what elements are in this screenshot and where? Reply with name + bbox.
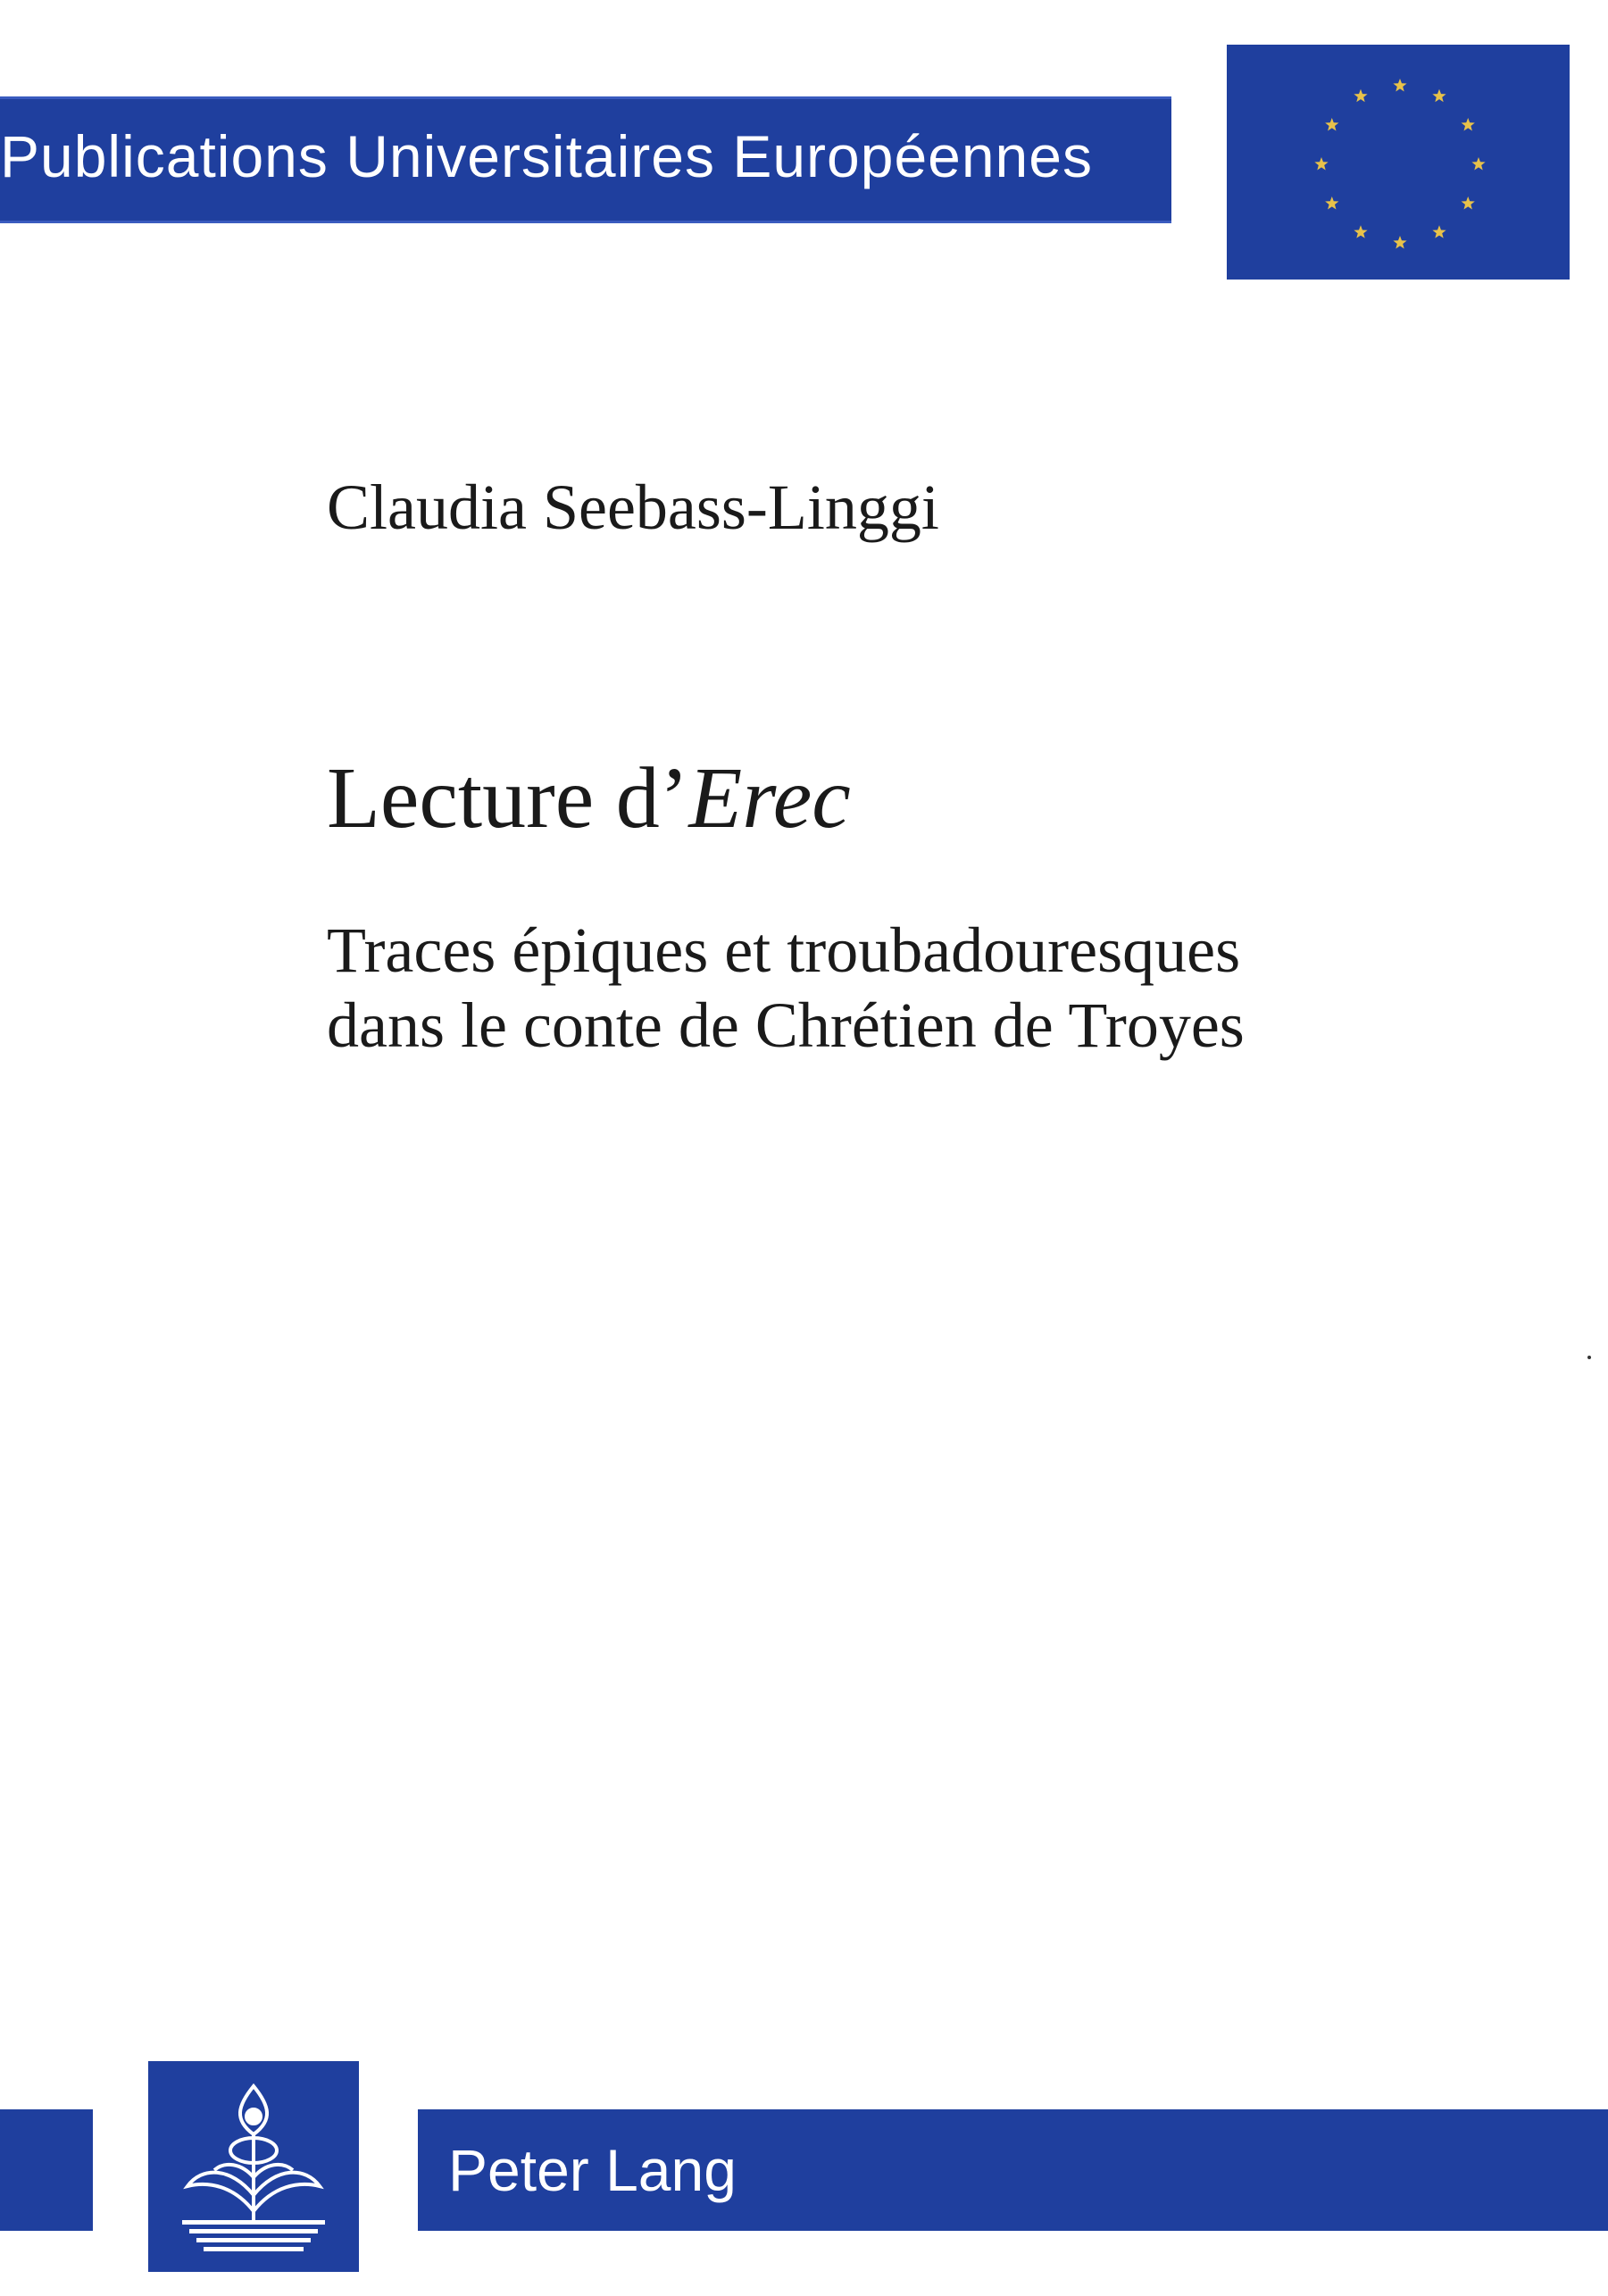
book-subtitle: [327, 913, 1245, 1063]
book-title: [327, 748, 851, 848]
eu-star-icon: [1462, 118, 1475, 130]
eu-star-icon: [1462, 196, 1475, 209]
book-title-prefix: Lecture d’: [327, 750, 689, 847]
eu-star-icon: [1432, 89, 1446, 102]
publisher-band: [418, 2109, 1608, 2231]
eu-star-icon: [1314, 157, 1328, 170]
subtitle-line-1: Traces épiques et troubadouresques: [327, 914, 1241, 986]
eu-star-icon: [1354, 225, 1367, 238]
author-name: Claudia Seebass-Linggi: [327, 472, 939, 543]
series-band: [0, 96, 1171, 223]
eu-flag-icon: [1227, 45, 1570, 280]
eu-star-icon: [1354, 89, 1367, 102]
eu-star-icon: [1432, 225, 1446, 238]
left-stub-band: [0, 2109, 93, 2231]
publisher-logo-icon: [148, 2061, 359, 2272]
book-title-italic: Erec: [688, 750, 851, 847]
publisher-name: Peter Lang: [448, 2137, 737, 2203]
eu-star-icon: [1325, 196, 1338, 209]
eu-star-icon: [1393, 236, 1406, 248]
stray-dot: [1587, 1356, 1591, 1359]
eu-star-icon: [1325, 118, 1338, 130]
eu-star-icon: [1393, 79, 1406, 91]
eu-star-icon: [1471, 157, 1485, 170]
series-title: Publications Universitaires Européennes: [0, 123, 1093, 189]
subtitle-line-2: dans le conte de Chrétien de Troyes: [327, 989, 1245, 1061]
